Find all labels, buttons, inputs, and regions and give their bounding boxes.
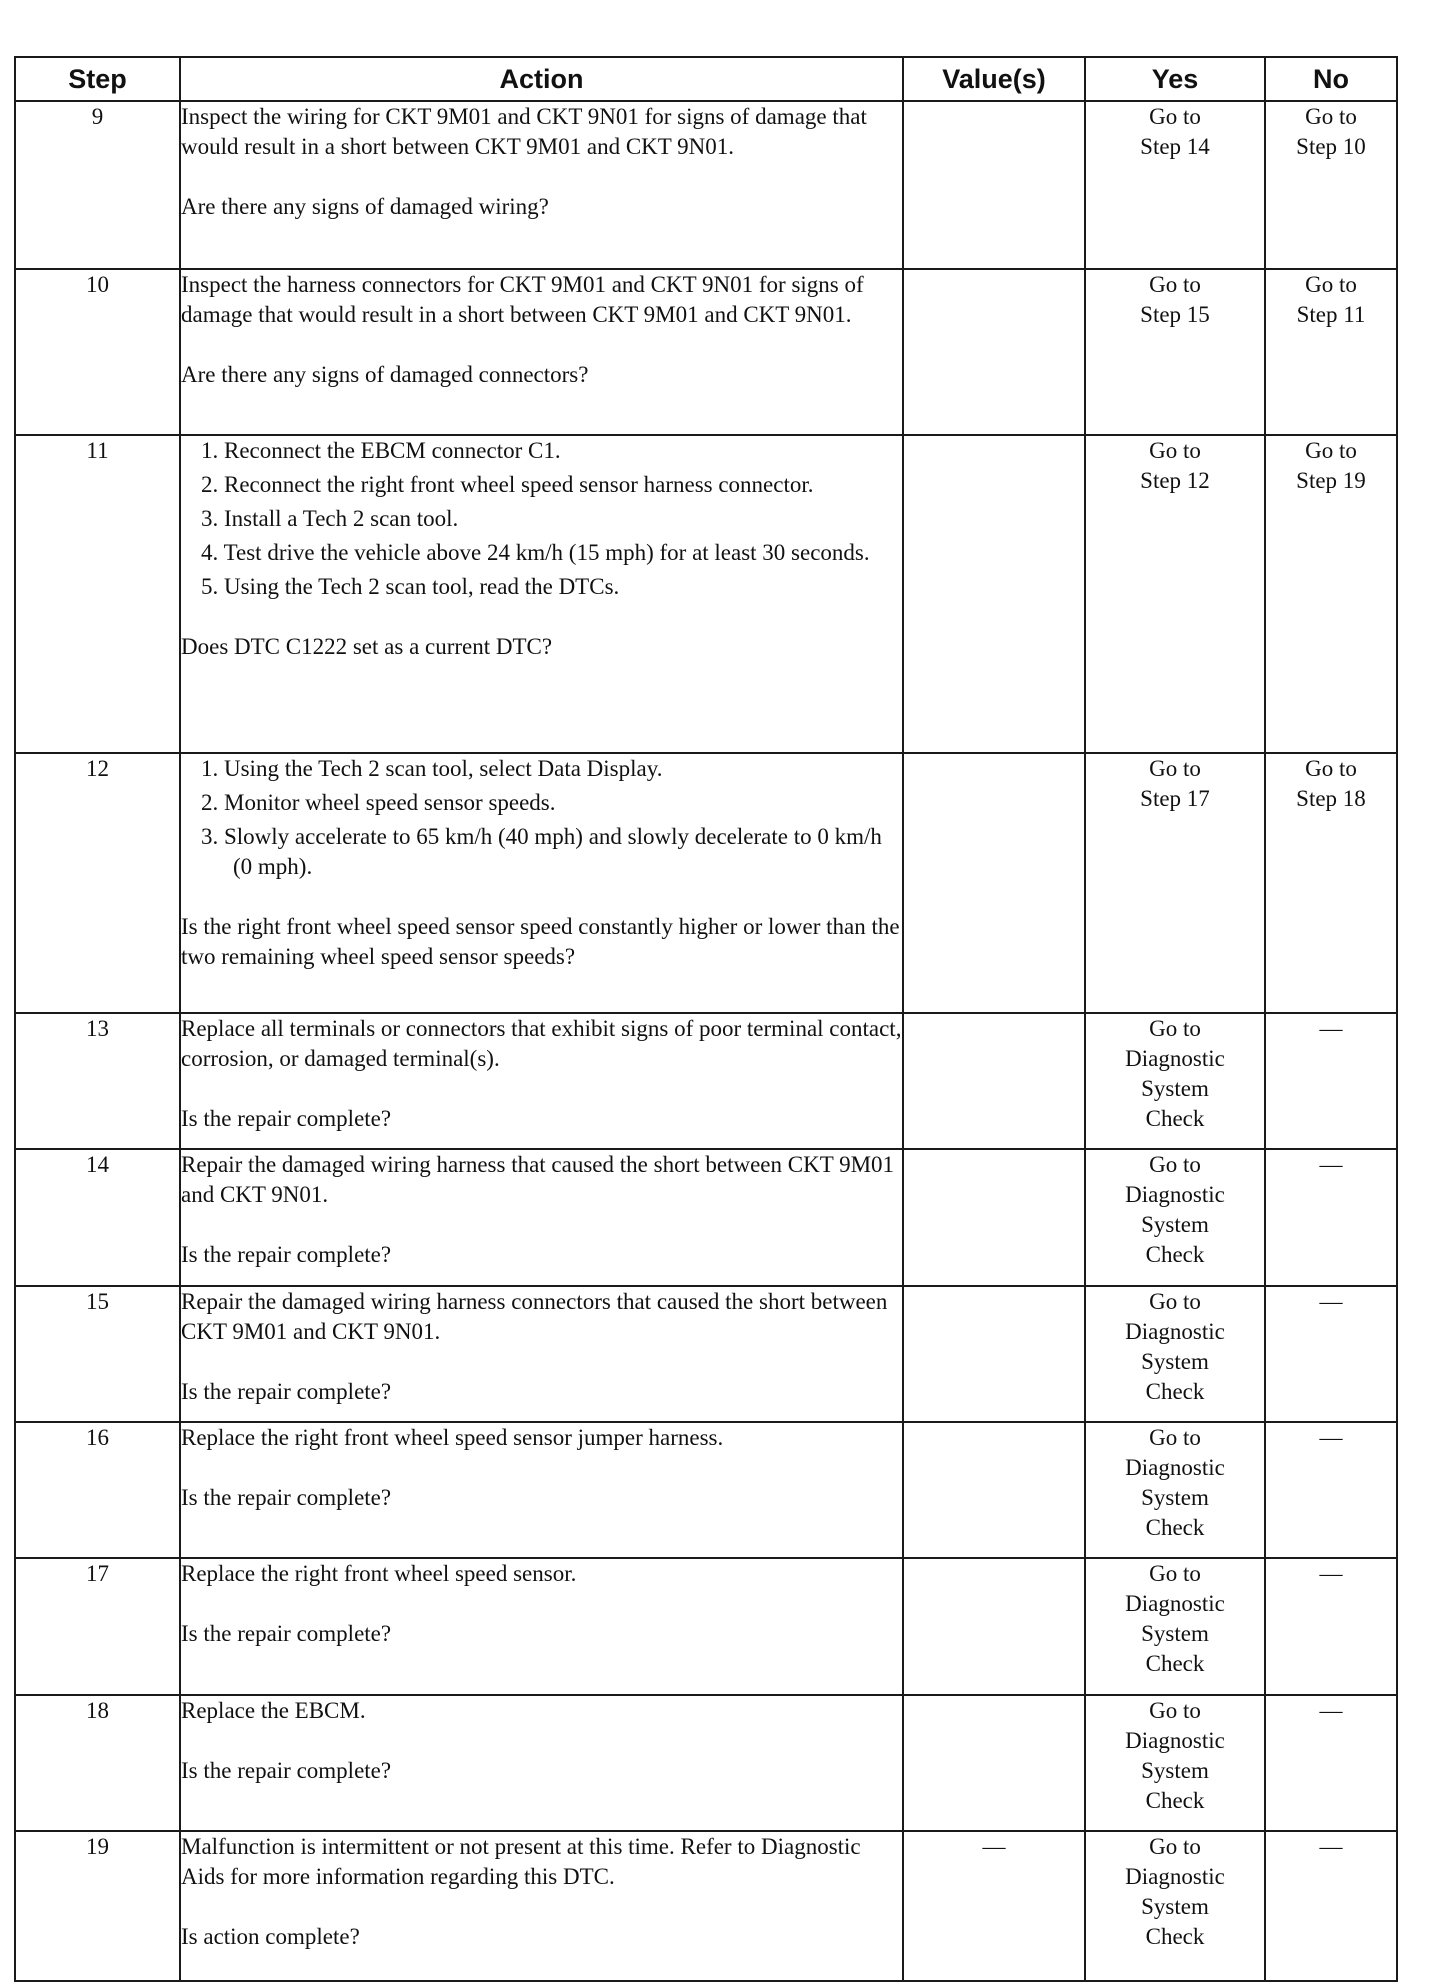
no-result: Go to Step 10	[1296, 104, 1366, 159]
value-cell	[903, 1013, 1085, 1149]
yes-result: Go to Step 14	[1140, 104, 1210, 159]
action-question: Is the repair complete?	[181, 1757, 392, 1783]
action-question: Is action complete?	[181, 1924, 360, 1950]
action-question: Is the repair complete?	[181, 1621, 392, 1647]
table-row	[15, 1422, 1397, 1558]
value-cell	[903, 1695, 1085, 1831]
yes-cell	[1085, 101, 1265, 269]
no-result: —	[1319, 1016, 1343, 1042]
no-result: —	[1319, 1152, 1343, 1178]
step-cell: 13	[15, 1013, 180, 1149]
table-row	[15, 269, 1397, 434]
header-step: Step	[15, 57, 180, 101]
no-result: —	[1319, 1425, 1343, 1451]
no-cell	[1265, 435, 1397, 753]
action-cell	[180, 1149, 903, 1285]
action-step-item: 3. Install a Tech 2 scan tool.	[201, 505, 459, 531]
action-question: Is the right front wheel speed sensor speed constantly higher or lower than the two remaining wheel speed sensor speeds?	[181, 913, 900, 969]
no-result: Go to Step 18	[1296, 755, 1366, 811]
table-row	[15, 1558, 1397, 1694]
action-text: Inspect the harness connectors for CKT 9M01 and CKT 9N01 for signs of damage that would result in a short between CKT 9M01 and CKT 9N01.	[181, 272, 864, 328]
yes-cell	[1085, 1013, 1265, 1149]
step-cell: 15	[15, 1286, 180, 1422]
step-cell: 18	[15, 1695, 180, 1831]
action-text: Inspect the wiring for CKT 9M01 and CKT 9N01 for signs of damage that would result in a short between CKT 9M01 and CKT 9N01.	[181, 104, 867, 159]
table-row	[15, 435, 1397, 753]
action-question: Are there any signs of damaged connectors?	[181, 362, 589, 388]
no-result: —	[1319, 1561, 1343, 1587]
action-cell	[180, 1558, 903, 1694]
table-row	[15, 101, 1397, 269]
action-question: Is the repair complete?	[181, 1242, 392, 1268]
header-action: Action	[180, 57, 903, 101]
step-cell: 10	[15, 269, 180, 434]
action-step-item: 1. Using the Tech 2 scan tool, select Data Display.	[201, 755, 663, 781]
step-cell: 14	[15, 1149, 180, 1285]
no-cell	[1265, 269, 1397, 434]
action-question: Is the repair complete?	[181, 1485, 392, 1511]
action-cell	[180, 1831, 903, 1981]
no-result: Go to Step 11	[1296, 272, 1366, 328]
yes-cell	[1085, 1558, 1265, 1694]
yes-cell	[1085, 1831, 1265, 1981]
action-step-item: 2. Monitor wheel speed sensor speeds.	[201, 789, 556, 815]
yes-result: Go to Diagnostic System Check	[1125, 1425, 1225, 1541]
table-row	[15, 753, 1397, 1013]
action-text: Replace the EBCM.	[181, 1697, 366, 1723]
no-cell	[1265, 1013, 1397, 1149]
action-step-item: 2. Reconnect the right front wheel speed sensor harness connector.	[201, 471, 814, 497]
action-cell	[180, 101, 903, 269]
action-cell	[180, 1286, 903, 1422]
no-result: —	[1319, 1697, 1343, 1723]
value-cell	[903, 1422, 1085, 1558]
action-cell	[180, 269, 903, 434]
table-row	[15, 1013, 1397, 1149]
action-cell	[180, 1013, 903, 1149]
no-cell	[1265, 753, 1397, 1013]
no-cell	[1265, 1558, 1397, 1694]
no-cell	[1265, 1149, 1397, 1285]
step-cell: 12	[15, 753, 180, 1013]
action-text: Replace the right front wheel speed sensor jumper harness.	[181, 1425, 724, 1451]
action-text: Replace the right front wheel speed sensor.	[181, 1561, 577, 1587]
action-question: Is the repair complete?	[181, 1106, 392, 1132]
yes-result: Go to Diagnostic System Check	[1125, 1288, 1225, 1404]
action-text: Repair the damaged wiring harness connectors that caused the short between CKT 9M01 and CKT 9N01.	[181, 1288, 888, 1344]
yes-cell	[1085, 1286, 1265, 1422]
action-question: Are there any signs of damaged wiring?	[181, 194, 549, 219]
yes-cell	[1085, 435, 1265, 753]
action-step-list	[181, 754, 902, 882]
value-cell	[903, 1149, 1085, 1285]
value-cell	[903, 269, 1085, 434]
header-values: Value(s)	[903, 57, 1085, 101]
yes-cell	[1085, 269, 1265, 434]
yes-result: Go to Step 17	[1140, 755, 1210, 811]
step-cell: 11	[15, 435, 180, 753]
no-result: Go to Step 19	[1296, 437, 1366, 493]
table-header-row	[15, 57, 1397, 101]
step-cell: 16	[15, 1422, 180, 1558]
action-cell	[180, 1422, 903, 1558]
action-question: Is the repair complete?	[181, 1378, 392, 1404]
action-question: Does DTC C1222 set as a current DTC?	[181, 633, 553, 659]
table-row	[15, 1831, 1397, 1981]
yes-cell	[1085, 753, 1265, 1013]
yes-cell	[1085, 1695, 1265, 1831]
value-cell	[903, 101, 1085, 269]
table-row	[15, 1286, 1397, 1422]
action-step-item: 4. Test drive the vehicle above 24 km/h (15 mph) for at least 30 seconds.	[201, 539, 870, 565]
value-cell	[903, 753, 1085, 1013]
action-text: Replace all terminals or connectors that exhibit signs of poor terminal contact, corrosion, or damaged terminal(s).	[181, 1016, 902, 1072]
yes-result: Go to Diagnostic System Check	[1125, 1834, 1225, 1950]
yes-result: Go to Step 15	[1140, 272, 1210, 328]
value-cell	[903, 1286, 1085, 1422]
action-step-item: 3. Slowly accelerate to 65 km/h (40 mph) and slowly decelerate to 0 km/h (0 mph).	[201, 823, 882, 879]
yes-cell	[1085, 1149, 1265, 1285]
step-cell: 9	[15, 101, 180, 269]
action-cell	[180, 753, 903, 1013]
step-cell: 19	[15, 1831, 180, 1981]
no-result: —	[1319, 1288, 1343, 1314]
diagnostic-table	[14, 56, 1398, 1982]
header-no: No	[1265, 57, 1397, 101]
yes-result: Go to Diagnostic System Check	[1125, 1016, 1225, 1132]
no-cell	[1265, 101, 1397, 269]
no-cell	[1265, 1286, 1397, 1422]
value-cell: —	[903, 1831, 1085, 1981]
action-text: Repair the damaged wiring harness that caused the short between CKT 9M01 and CKT 9N01.	[181, 1152, 895, 1208]
value-cell	[903, 1558, 1085, 1694]
action-text: Malfunction is intermittent or not present at this time. Refer to Diagnostic Aids for more information regarding this DTC.	[181, 1834, 861, 1890]
yes-result: Go to Diagnostic System Check	[1125, 1561, 1225, 1677]
action-cell	[180, 435, 903, 753]
no-cell	[1265, 1695, 1397, 1831]
action-step-item: 5. Using the Tech 2 scan tool, read the DTCs.	[201, 573, 620, 599]
action-cell	[180, 1695, 903, 1831]
action-step-list	[181, 436, 902, 602]
table-row	[15, 1695, 1397, 1831]
action-step-item: 1. Reconnect the EBCM connector C1.	[201, 437, 561, 463]
yes-cell	[1085, 1422, 1265, 1558]
yes-result: Go to Diagnostic System Check	[1125, 1152, 1225, 1268]
value-cell	[903, 435, 1085, 753]
yes-result: Go to Diagnostic System Check	[1125, 1697, 1225, 1813]
no-cell	[1265, 1831, 1397, 1981]
no-cell	[1265, 1422, 1397, 1558]
yes-result: Go to Step 12	[1140, 437, 1210, 493]
no-result: —	[1319, 1834, 1343, 1860]
table-row	[15, 1149, 1397, 1285]
header-yes: Yes	[1085, 57, 1265, 101]
step-cell: 17	[15, 1558, 180, 1694]
